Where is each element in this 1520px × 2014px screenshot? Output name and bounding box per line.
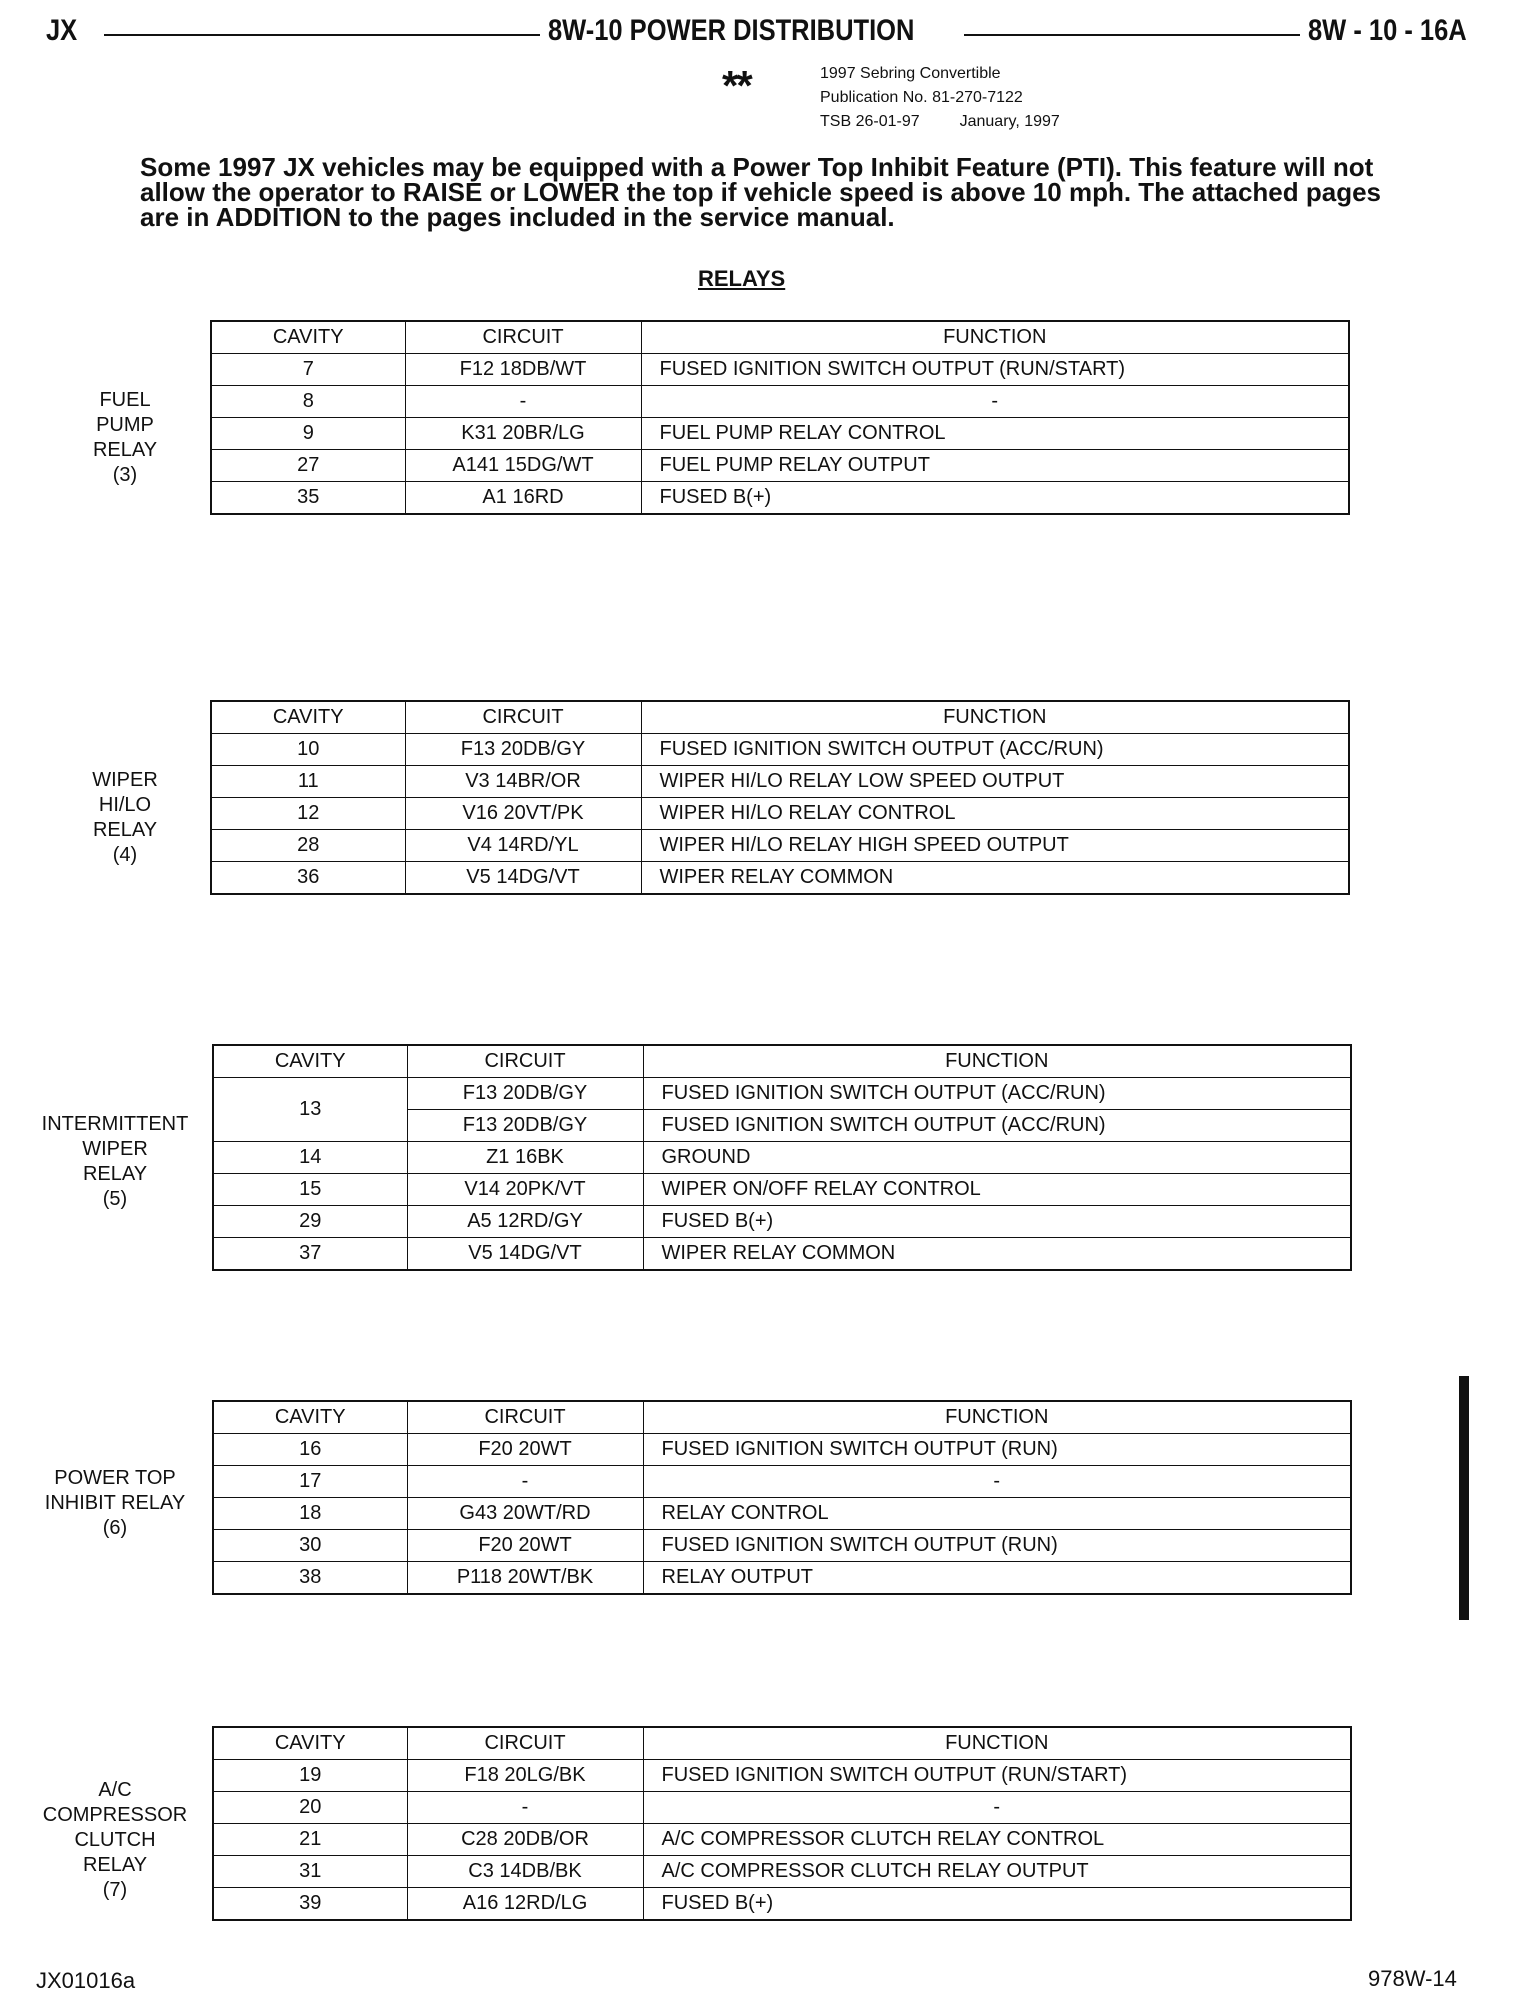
relay-cavity-table xyxy=(212,1400,1352,1595)
relay-label-line: RELAY xyxy=(92,439,158,461)
table-row xyxy=(213,1760,1351,1792)
cavity-cell: 21 xyxy=(213,1824,407,1856)
column-header-function: FUNCTION xyxy=(641,321,1349,354)
relay-label-line: A/C xyxy=(98,1779,132,1801)
relay-label-line: WIPER xyxy=(92,769,158,791)
circuit-cell: - xyxy=(405,386,641,418)
relay-label xyxy=(30,1778,200,1903)
function-cell: FUSED B(+) xyxy=(643,1206,1351,1238)
header-section-code: JX xyxy=(46,14,78,47)
function-cell: FUEL PUMP RELAY OUTPUT xyxy=(641,450,1349,482)
relay-cavity-table xyxy=(212,1044,1352,1271)
column-header-cavity: CAVITY xyxy=(211,701,405,734)
cavity-cell: 9 xyxy=(211,418,405,450)
table-row xyxy=(213,1856,1351,1888)
function-cell: RELAY OUTPUT xyxy=(643,1562,1351,1595)
cavity-cell: 39 xyxy=(213,1888,407,1921)
function-cell: FUSED IGNITION SWITCH OUTPUT (RUN) xyxy=(643,1434,1351,1466)
column-header-circuit: CIRCUIT xyxy=(405,701,641,734)
column-header-function: FUNCTION xyxy=(643,1727,1351,1760)
table-row xyxy=(211,386,1349,418)
circuit-cell: A16 12RD/LG xyxy=(407,1888,643,1921)
table-row xyxy=(213,1078,1351,1110)
relay-label-line: (6) xyxy=(102,1517,128,1539)
table-row xyxy=(213,1530,1351,1562)
column-header-function: FUNCTION xyxy=(643,1045,1351,1078)
relay-label-line: HI/LO xyxy=(98,794,152,816)
table-row xyxy=(213,1888,1351,1921)
relay-cavity-table xyxy=(210,700,1350,895)
cavity-cell: 7 xyxy=(211,354,405,386)
tsb-block xyxy=(820,62,1060,134)
cavity-cell: 8 xyxy=(211,386,405,418)
tsb-date: January, 1997 xyxy=(959,113,1060,130)
function-cell: FUEL PUMP RELAY CONTROL xyxy=(641,418,1349,450)
cavity-cell: 17 xyxy=(213,1466,407,1498)
table-header-row xyxy=(211,321,1349,354)
function-cell: A/C COMPRESSOR CLUTCH RELAY OUTPUT xyxy=(643,1856,1351,1888)
cavity-cell: 19 xyxy=(213,1760,407,1792)
relay-label-line: (4) xyxy=(112,844,138,866)
relay-label-line: INHIBIT RELAY xyxy=(44,1492,186,1514)
cavity-cell: 28 xyxy=(211,830,405,862)
cavity-cell: 14 xyxy=(213,1142,407,1174)
cavity-cell: 30 xyxy=(213,1530,407,1562)
header-page-number: 8W - 10 - 16A xyxy=(1308,14,1467,47)
relay-label xyxy=(40,768,210,868)
tsb-number: TSB 26-01-97 xyxy=(820,113,920,130)
relay-label-line: RELAY xyxy=(92,819,158,841)
column-header-circuit: CIRCUIT xyxy=(407,1045,643,1078)
table-row xyxy=(213,1206,1351,1238)
column-header-circuit: CIRCUIT xyxy=(407,1401,643,1434)
function-cell: RELAY CONTROL xyxy=(643,1498,1351,1530)
column-header-cavity: CAVITY xyxy=(213,1401,407,1434)
table-row xyxy=(213,1434,1351,1466)
circuit-cell: V3 14BR/OR xyxy=(405,766,641,798)
column-header-circuit: CIRCUIT xyxy=(407,1727,643,1760)
table-row xyxy=(211,450,1349,482)
relay-label xyxy=(40,388,210,488)
function-cell: WIPER HI/LO RELAY HIGH SPEED OUTPUT xyxy=(641,830,1349,862)
function-cell: WIPER HI/LO RELAY CONTROL xyxy=(641,798,1349,830)
table-row xyxy=(213,1824,1351,1856)
circuit-cell: A5 12RD/GY xyxy=(407,1206,643,1238)
relay-cavity-table xyxy=(212,1726,1352,1921)
relay-label-line: RELAY xyxy=(82,1854,148,1876)
circuit-cell: Z1 16BK xyxy=(407,1142,643,1174)
function-cell: FUSED B(+) xyxy=(641,482,1349,515)
column-header-cavity: CAVITY xyxy=(211,321,405,354)
circuit-cell: P118 20WT/BK xyxy=(407,1562,643,1595)
function-cell: WIPER HI/LO RELAY LOW SPEED OUTPUT xyxy=(641,766,1349,798)
circuit-cell: V14 20PK/VT xyxy=(407,1174,643,1206)
table-header-row xyxy=(211,701,1349,734)
function-cell: - xyxy=(643,1792,1351,1824)
circuit-cell: F18 20LG/BK xyxy=(407,1760,643,1792)
cavity-cell: 36 xyxy=(211,862,405,895)
function-cell: A/C COMPRESSOR CLUTCH RELAY CONTROL xyxy=(643,1824,1351,1856)
header-rule-left xyxy=(104,34,540,36)
footer-figure-id: JX01016a xyxy=(36,1968,136,1993)
circuit-cell: V5 14DG/VT xyxy=(405,862,641,895)
relay-label-line: FUEL xyxy=(99,389,151,411)
intro-paragraph: Some 1997 JX vehicles may be equipped with a Power Top Inhibit Feature (PTI). This feature will not allow the operator to RAISE or LOWER the top if vehicle speed is above 10 mph. The attached pages are in ADDITION to the pages included in the service manual. xyxy=(140,152,1382,232)
circuit-cell: F13 20DB/GY xyxy=(407,1078,643,1110)
circuit-cell: F20 20WT xyxy=(407,1434,643,1466)
cavity-cell: 11 xyxy=(211,766,405,798)
circuit-cell: V16 20VT/PK xyxy=(405,798,641,830)
relay-label xyxy=(30,1112,200,1212)
column-header-cavity: CAVITY xyxy=(213,1727,407,1760)
relay-label-line: POWER TOP xyxy=(54,1467,176,1489)
function-cell: GROUND xyxy=(643,1142,1351,1174)
circuit-cell: - xyxy=(407,1466,643,1498)
function-cell: FUSED B(+) xyxy=(643,1888,1351,1921)
cavity-cell: 15 xyxy=(213,1174,407,1206)
function-cell: FUSED IGNITION SWITCH OUTPUT (RUN/START) xyxy=(643,1760,1351,1792)
tsb-number-line xyxy=(820,110,1060,134)
relay-label-line: CLUTCH xyxy=(74,1829,156,1851)
relay-label-line: RELAY xyxy=(82,1163,148,1185)
table-row xyxy=(213,1142,1351,1174)
circuit-cell: A1 16RD xyxy=(405,482,641,515)
table-row xyxy=(211,354,1349,386)
revision-stars: ** xyxy=(722,62,751,109)
cavity-cell: 37 xyxy=(213,1238,407,1271)
circuit-cell: F13 20DB/GY xyxy=(405,734,641,766)
table-row xyxy=(211,798,1349,830)
circuit-cell: K31 20BR/LG xyxy=(405,418,641,450)
cavity-cell: 38 xyxy=(213,1562,407,1595)
circuit-cell: F13 20DB/GY xyxy=(407,1110,643,1142)
table-header-row xyxy=(213,1401,1351,1434)
function-cell: FUSED IGNITION SWITCH OUTPUT (ACC/RUN) xyxy=(641,734,1349,766)
cavity-cell: 10 xyxy=(211,734,405,766)
table-row xyxy=(211,482,1349,515)
cavity-cell: 16 xyxy=(213,1434,407,1466)
function-cell: - xyxy=(641,386,1349,418)
column-header-circuit: CIRCUIT xyxy=(405,321,641,354)
cavity-cell: 35 xyxy=(211,482,405,515)
column-header-cavity: CAVITY xyxy=(213,1045,407,1078)
function-cell: WIPER RELAY COMMON xyxy=(643,1238,1351,1271)
footer-page-ref: 978W-14 xyxy=(1368,1966,1457,1991)
table-row xyxy=(211,862,1349,895)
table-row xyxy=(211,418,1349,450)
relay-label xyxy=(30,1466,200,1541)
function-cell: - xyxy=(643,1466,1351,1498)
relay-cavity-table xyxy=(210,320,1350,515)
tsb-vehicle: 1997 Sebring Convertible xyxy=(820,65,1001,82)
table-row xyxy=(213,1174,1351,1206)
function-cell: FUSED IGNITION SWITCH OUTPUT (ACC/RUN) xyxy=(643,1078,1351,1110)
cavity-cell: 31 xyxy=(213,1856,407,1888)
cavity-cell: 29 xyxy=(213,1206,407,1238)
function-cell: WIPER RELAY COMMON xyxy=(641,862,1349,895)
relay-label-line: (7) xyxy=(102,1879,128,1901)
relay-label-line: (3) xyxy=(112,464,138,486)
function-cell: WIPER ON/OFF RELAY CONTROL xyxy=(643,1174,1351,1206)
section-title: RELAYS xyxy=(698,266,786,291)
header-title: 8W-10 POWER DISTRIBUTION xyxy=(548,14,915,47)
column-header-function: FUNCTION xyxy=(643,1401,1351,1434)
relay-label-line: PUMP xyxy=(96,414,154,436)
table-row xyxy=(213,1498,1351,1530)
table-header-row xyxy=(213,1727,1351,1760)
circuit-cell: - xyxy=(407,1792,643,1824)
margin-change-bar xyxy=(1459,1376,1469,1620)
relay-label-line: WIPER xyxy=(82,1138,148,1160)
circuit-cell: F12 18DB/WT xyxy=(405,354,641,386)
tsb-publication: Publication No. 81-270-7122 xyxy=(820,89,1023,106)
relay-label-line: INTERMITTENT xyxy=(41,1113,189,1135)
table-row xyxy=(213,1562,1351,1595)
table-header-row xyxy=(213,1045,1351,1078)
circuit-cell: A141 15DG/WT xyxy=(405,450,641,482)
cavity-cell: 18 xyxy=(213,1498,407,1530)
function-cell: FUSED IGNITION SWITCH OUTPUT (ACC/RUN) xyxy=(643,1110,1351,1142)
circuit-cell: G43 20WT/RD xyxy=(407,1498,643,1530)
cavity-cell: 13 xyxy=(213,1078,407,1142)
table-row xyxy=(211,830,1349,862)
circuit-cell: V4 14RD/YL xyxy=(405,830,641,862)
header-rule-right xyxy=(964,34,1300,36)
relay-label-line: COMPRESSOR xyxy=(42,1804,188,1826)
circuit-cell: C3 14DB/BK xyxy=(407,1856,643,1888)
table-row xyxy=(211,766,1349,798)
table-row xyxy=(213,1466,1351,1498)
function-cell: FUSED IGNITION SWITCH OUTPUT (RUN/START) xyxy=(641,354,1349,386)
circuit-cell: F20 20WT xyxy=(407,1530,643,1562)
cavity-cell: 27 xyxy=(211,450,405,482)
circuit-cell: C28 20DB/OR xyxy=(407,1824,643,1856)
function-cell: FUSED IGNITION SWITCH OUTPUT (RUN) xyxy=(643,1530,1351,1562)
column-header-function: FUNCTION xyxy=(641,701,1349,734)
relay-label-line: (5) xyxy=(102,1188,128,1210)
cavity-cell: 12 xyxy=(211,798,405,830)
cavity-cell: 20 xyxy=(213,1792,407,1824)
circuit-cell: V5 14DG/VT xyxy=(407,1238,643,1271)
table-row xyxy=(213,1792,1351,1824)
table-row xyxy=(211,734,1349,766)
table-row xyxy=(213,1238,1351,1271)
